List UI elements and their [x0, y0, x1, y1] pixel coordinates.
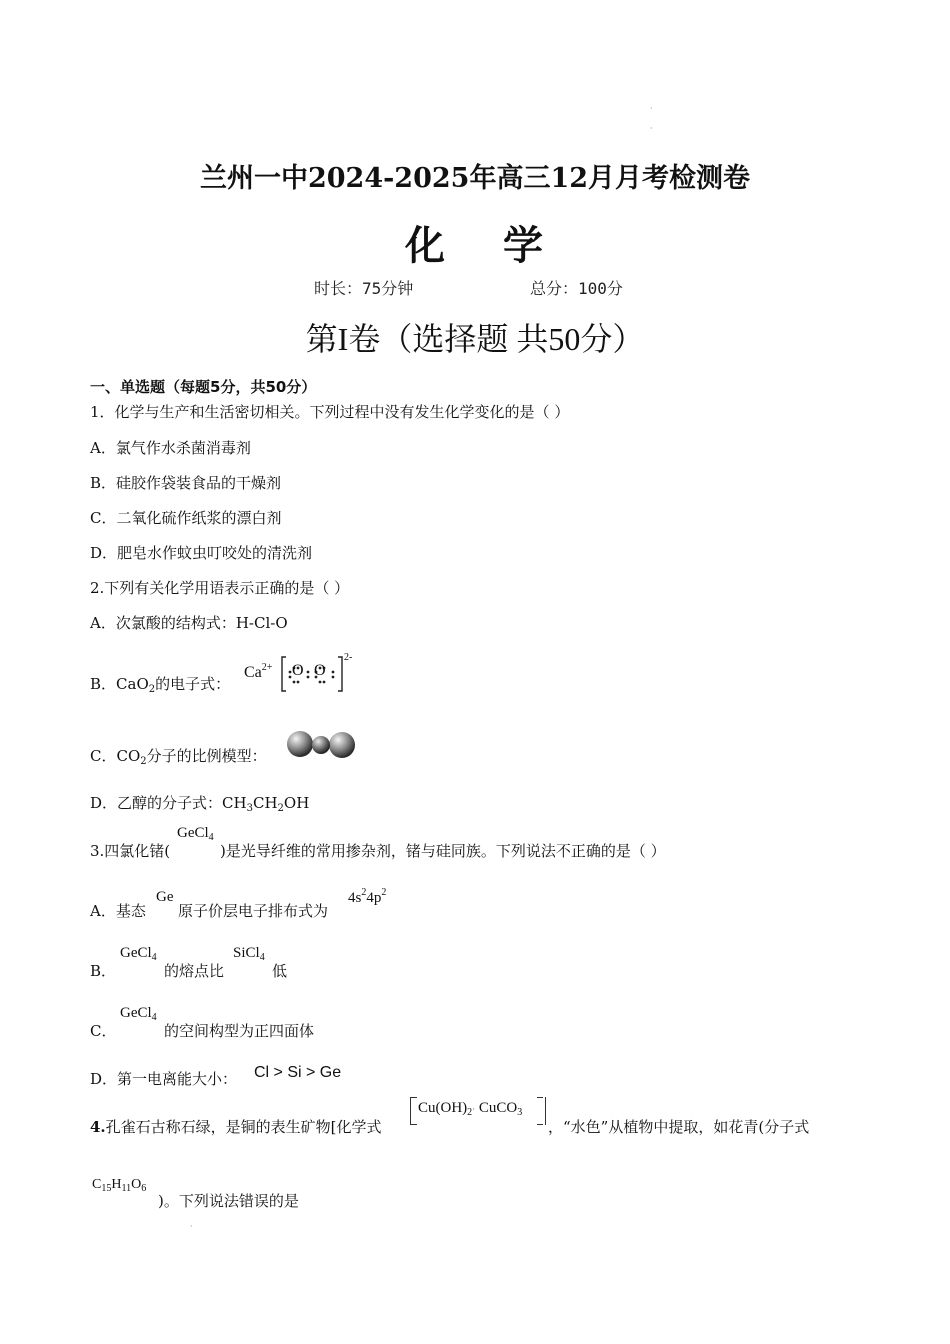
- formula-malachite: $Cu(OH)_2\cdot$ CuCO$_3$: [418, 1100, 523, 1118]
- oxygen-atom-label: O: [292, 662, 304, 679]
- formula-ge: Ge: [156, 889, 174, 905]
- scan-mark: ·: [650, 124, 653, 133]
- co2-space-filling-model: [286, 730, 358, 760]
- question-3-option-c-text: 的空间构型为正四面体: [164, 1022, 315, 1040]
- formula-gecl4: GeCl$_4$: [177, 825, 214, 843]
- scan-mark: ·: [650, 104, 653, 113]
- question-2-option-b: B．CaO$_2$的电子式：: [90, 675, 231, 695]
- question-1-stem: 1．化学与生产和生活密切相关。下列过程中没有发生化学变化的是（ ）: [90, 403, 570, 421]
- question-3-stem-post: )是光导纤维的常用掺杂剂，锗与硅同族。下列说法不正确的是（ ）: [220, 842, 666, 860]
- question-3-option-c: C．: [90, 1022, 117, 1040]
- section-heading: 一、单选题（每题5分，共50分）: [90, 378, 317, 396]
- subject-char: 学: [503, 223, 545, 269]
- question-4-stem: 4.孔雀石古称石绿，是铜的表生矿物[化学式: [90, 1118, 382, 1136]
- electron-dot-bracket: [280, 654, 346, 694]
- ionization-order: Cl > Si > Ge: [254, 1064, 342, 1081]
- question-2-option-d: D．乙醇的分子式：$CH_3CH_2OH$: [90, 794, 310, 814]
- question-1-option-d: D．肥皂水作蚊虫叮咬处的清洗剂: [90, 544, 313, 562]
- subject-char: 化: [405, 223, 447, 269]
- bracket-cap: [537, 1124, 543, 1125]
- bracket-cap: [411, 1124, 417, 1125]
- bracket-cap: [411, 1097, 417, 1098]
- question-3-option-b: B．: [90, 962, 117, 980]
- question-2-stem: 2.下列有关化学用语表示正确的是（ ）: [90, 579, 350, 597]
- question-1-option-b: B．硅胶作袋装食品的干燥剂: [90, 474, 282, 492]
- exam-title: 兰州一中2024-2025年高三12月月考检测卷: [199, 163, 751, 194]
- oxygen-atom-label: O: [314, 662, 326, 679]
- question-3-option-b-text: 的熔点比: [164, 962, 225, 980]
- subject-title: [0, 214, 950, 271]
- question-2-option-a: A．次氯酸的结构式：H-Cl-O: [90, 614, 288, 632]
- question-3-stem-pre: 3.四氯化锗(: [90, 842, 171, 860]
- exam-duration: 时长：75分钟: [314, 279, 414, 298]
- electron-formula: $Ca^{2+}$: [244, 662, 273, 681]
- question-3-option-a: A．基态: [90, 902, 146, 920]
- question-3-option-a-text: 原子价层电子排布式为: [178, 902, 329, 920]
- question-1-option-c: C．二氧化硫作纸浆的漂白剂: [90, 509, 282, 527]
- question-3-option-b-end: 低: [272, 962, 288, 980]
- question-2-option-c: C．$CO_2$分子的比例模型：: [90, 747, 267, 767]
- exam-total-score: 总分：100分: [530, 279, 623, 298]
- bracket-cap: [537, 1097, 543, 1098]
- question-4-stem-post: ，“水色”从植物中提取，如花青(分子式: [548, 1118, 810, 1136]
- question-4-stem-tail: )。下列说法错误的是: [158, 1192, 299, 1210]
- scan-mark: ·: [190, 1222, 193, 1231]
- ion-charge: 2-: [344, 652, 353, 663]
- part-heading: 第I卷（选择题 共50分）: [305, 321, 645, 357]
- electron-configuration: $4s^24p^2$: [348, 887, 387, 906]
- formula-gecl4: GeCl$_4$: [120, 1005, 157, 1023]
- question-3-option-d: D．第一电离能大小：: [90, 1070, 238, 1088]
- formula-anthocyanin: $C_{15}H_{11}O_6$: [92, 1177, 147, 1194]
- formula-sicl4: SiCl$_4$: [233, 945, 265, 963]
- question-1-option-a: A．氯气作水杀菌消毒剂: [90, 439, 251, 457]
- formula-gecl4: GeCl$_4$: [120, 945, 157, 963]
